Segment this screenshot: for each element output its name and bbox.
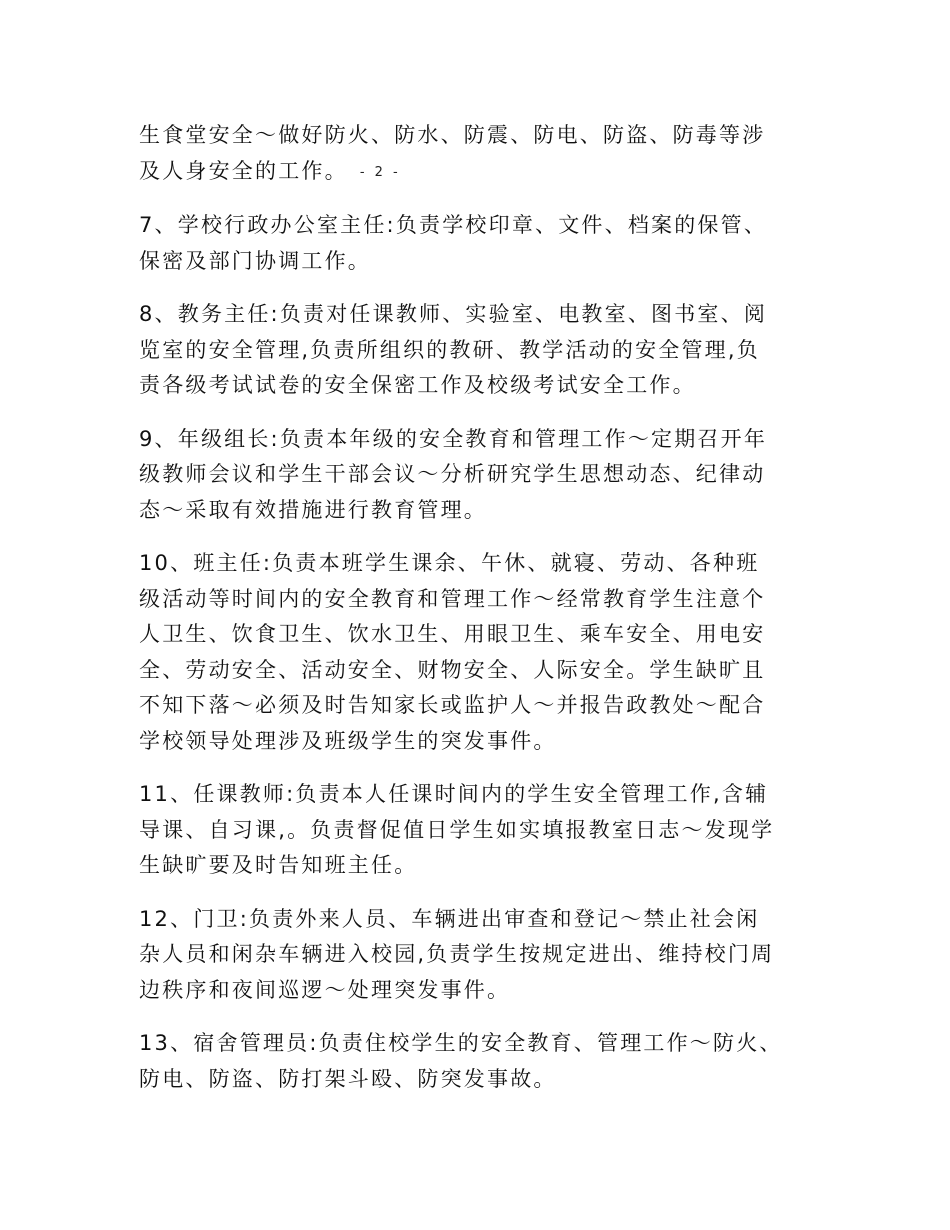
text-line: 导课、自习课,。负责督促值日学生如实填报教室日志～发现学 <box>139 817 775 842</box>
text-line: 责各级考试试卷的安全保密工作及校级考试安全工作。 <box>139 373 696 397</box>
paragraph-9-grade-leader <box>139 422 819 529</box>
text-line: 保密及部门协调工作。 <box>139 248 371 273</box>
text-line: 生缺旷要及时告知班主任。 <box>139 853 418 877</box>
text-line-with-page-number <box>139 154 819 191</box>
text-line: 览室的安全管理,负责所组织的教研、教学活动的安全管理,负 <box>139 337 760 362</box>
text-line: 态～采取有效措施进行教育管理。 <box>139 497 487 522</box>
text-line: 边秩序和夜间巡逻～处理突发事件。 <box>139 977 511 1002</box>
text-line: 12、门卫:负责外来人员、车辆进出审查和登记～禁止社会闲 <box>139 906 760 931</box>
text-line: 8、教务主任:负责对任课教师、实验室、电教室、图书室、阅 <box>139 302 768 326</box>
text-line: 及人身安全的工作。 <box>139 158 348 183</box>
text-line: 11、任课教师:负责本人任课时间内的学生安全管理工作,含辅 <box>139 782 769 806</box>
text-line: 不知下落～必须及时告知家长或监护人～并报告政教处～配合 <box>139 693 766 717</box>
text-line: 级教师会议和学生干部会议～分析研究学生思想动态、纪律动 <box>139 462 766 486</box>
page-number: - 2 - <box>359 164 401 180</box>
text-line: 生食堂安全～做好防火、防水、防震、防电、防盗、防毒等涉 <box>139 123 766 147</box>
paragraph-7-office-director <box>139 208 819 279</box>
text-line: 13、宿舍管理员:负责住校学生的安全教育、管理工作～防火、 <box>139 1031 783 1055</box>
paragraph-10-class-teacher <box>139 546 819 759</box>
intro-paragraph <box>139 118 819 190</box>
paragraph-12-gatekeeper <box>139 902 819 1009</box>
text-line: 级活动等时间内的安全教育和管理工作～经常教育学生注意个 <box>139 586 766 611</box>
text-line: 人卫生、饮食卫生、饮水卫生、用眼卫生、乘车安全、用电安 <box>139 622 766 646</box>
paragraph-11-subject-teacher <box>139 777 819 884</box>
text-line: 杂人员和闲杂车辆进入校园,负责学生按规定进出、维持校门周 <box>139 942 775 966</box>
text-line: 7、学校行政办公室主任:负责学校印章、文件、档案的保管、 <box>139 213 768 237</box>
text-line: 学校领导处理涉及班级学生的突发事件。 <box>139 728 557 753</box>
paragraph-13-dorm-manager <box>139 1026 819 1097</box>
document-page <box>139 118 819 1115</box>
text-line: 全、劳动安全、活动安全、财物安全、人际安全。学生缺旷且 <box>139 657 766 682</box>
text-line: 9、年级组长:负责本年级的安全教育和管理工作～定期召开年 <box>139 426 768 451</box>
text-line: 防电、防盗、防打架斗殴、防突发事故。 <box>139 1066 557 1091</box>
paragraph-8-academic-director <box>139 297 819 404</box>
text-line: 10、班主任:负责本班学生课余、午休、就寝、劳动、各种班 <box>139 551 760 575</box>
